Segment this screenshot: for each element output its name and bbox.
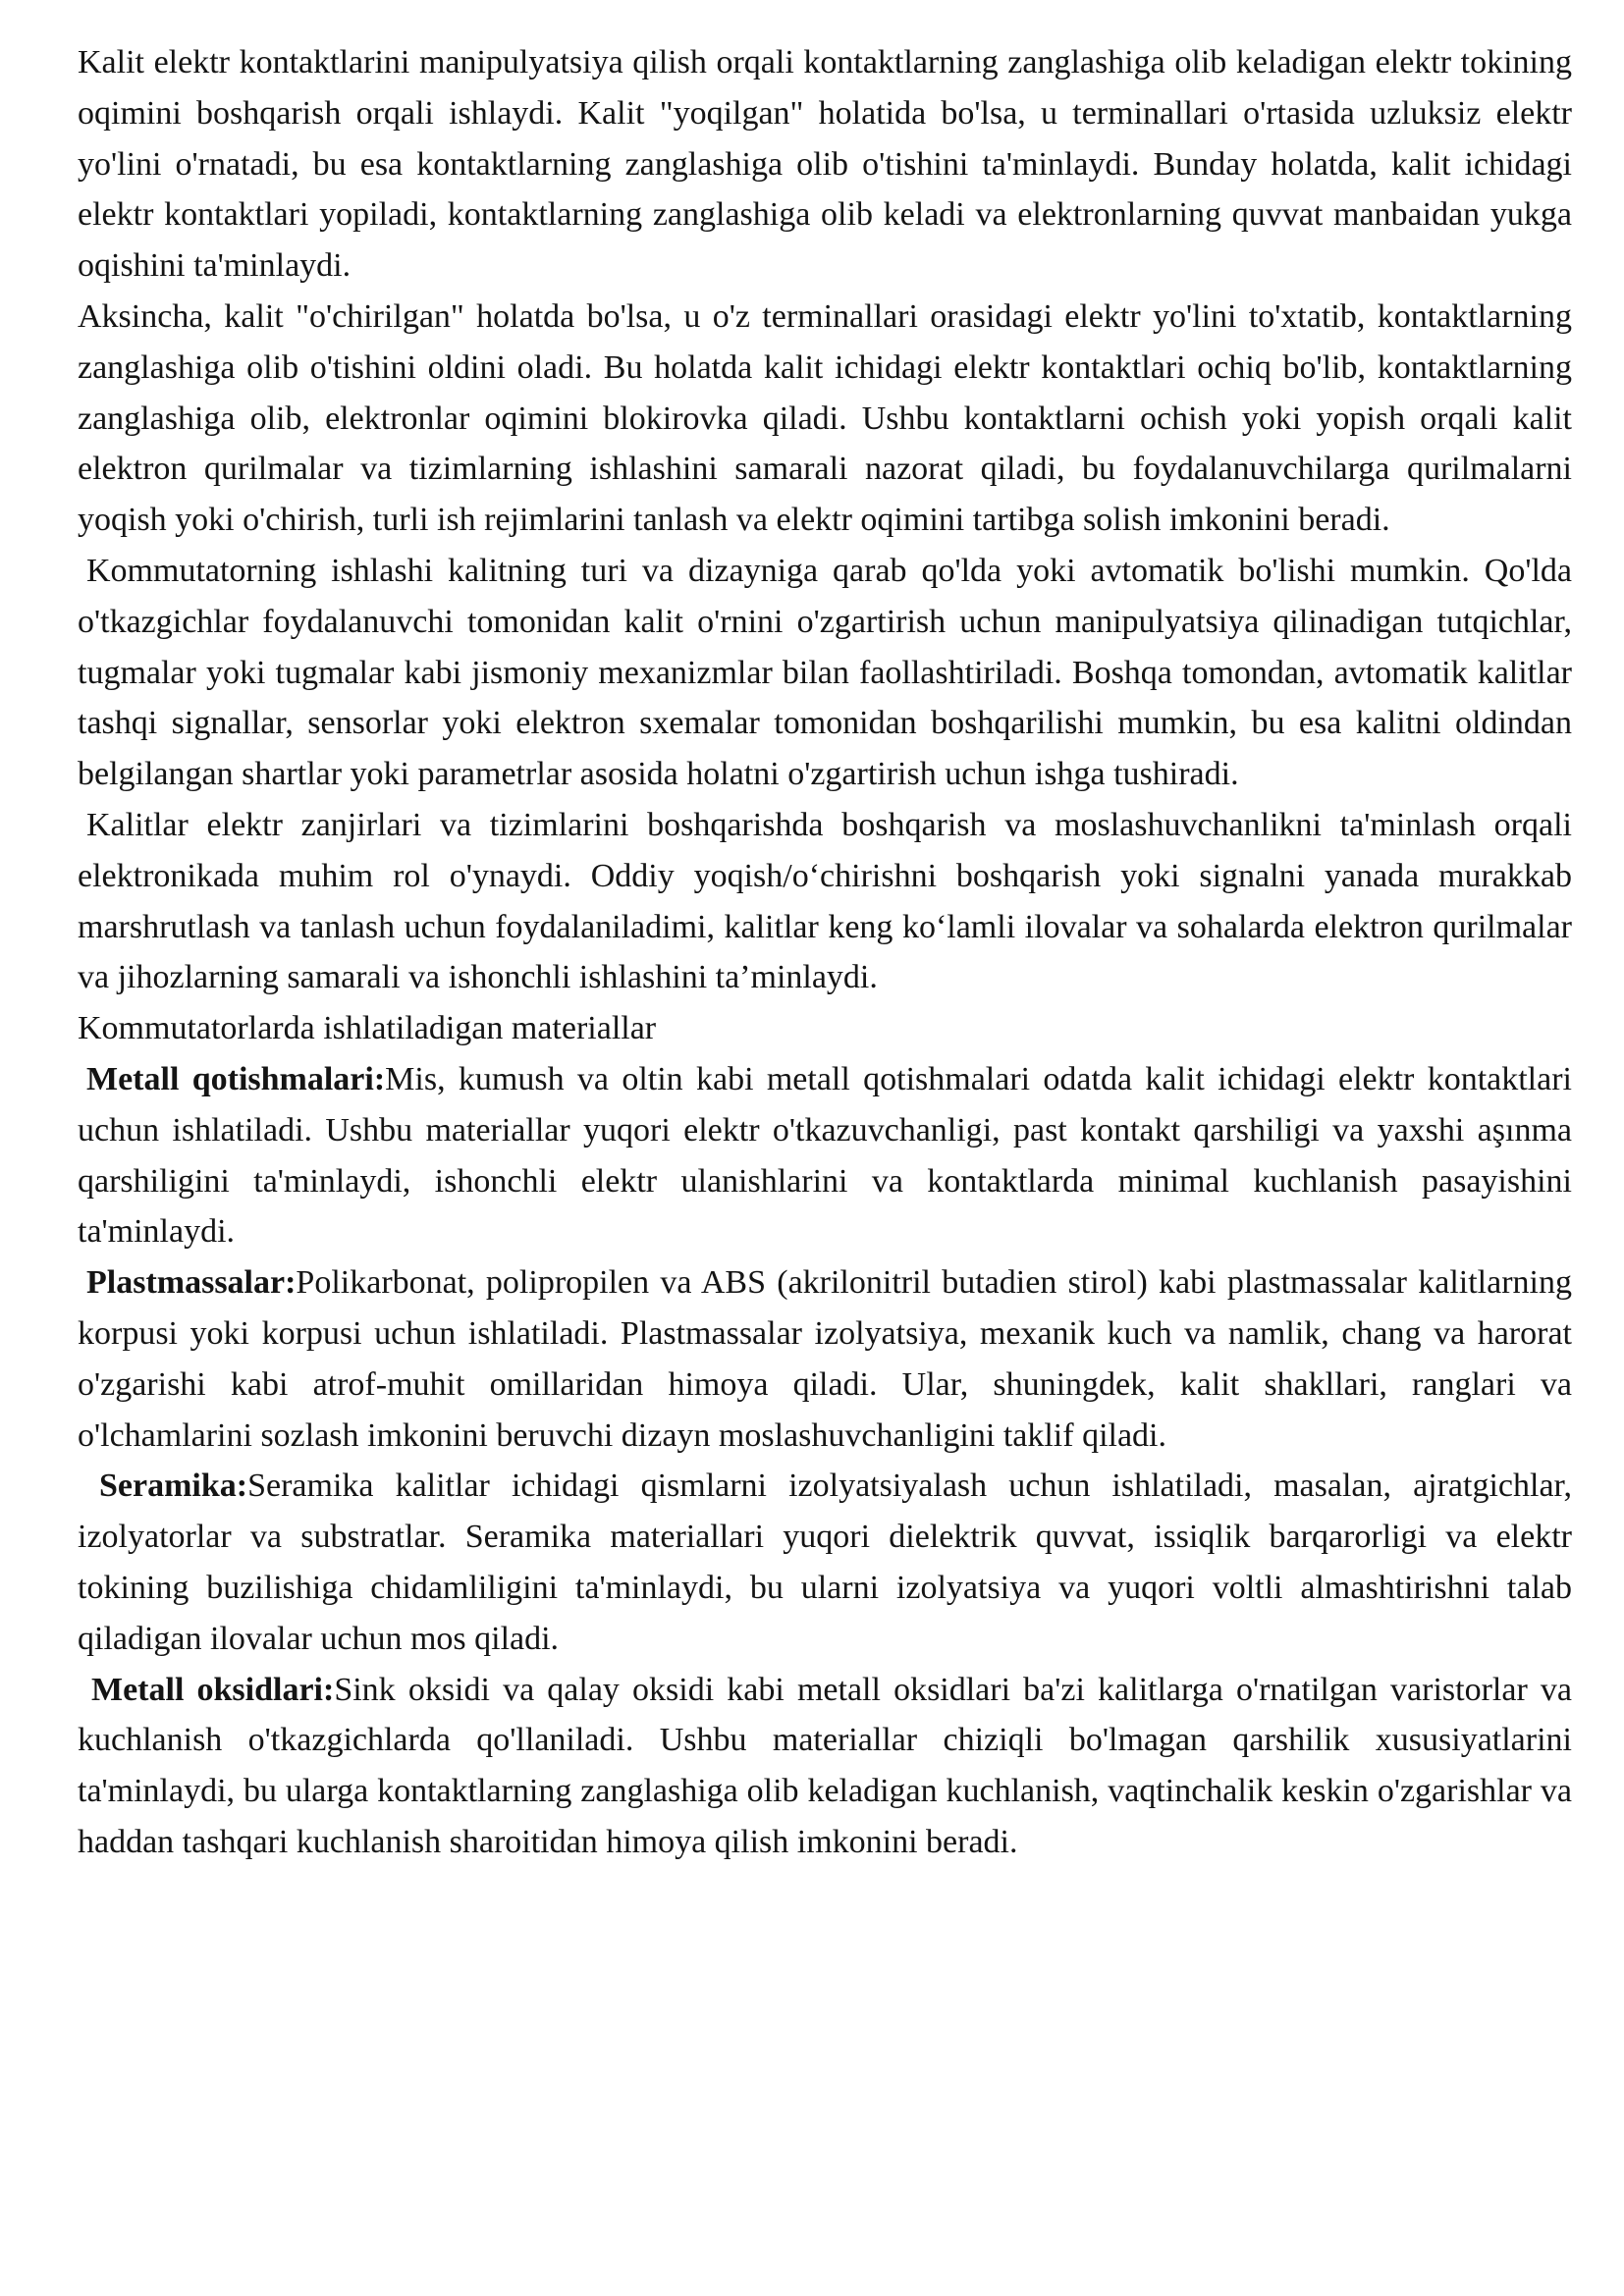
material-metal-alloys	[78, 1054, 1572, 1257]
paragraph-switch-role: Kalitlar elektr zanjirlari va tizimlarini boshqarishda boshqarish va moslashuvchanlikni ta'minlash orqali elektronikada muhim rol o'ynaydi. Oddiy yoqish/o‘chirishni boshqarish yoki signalni yanada murakkab marshrutlash va tanlash uchun foydalaniladimi, kalitlar keng ko‘lamli ilovalar va sohalarda elektron qurilmalar va jihozlarning samarali va ishonchli ishlashini ta’minlaydi.	[78, 806, 1572, 996]
document-page	[78, 37, 1572, 1868]
material-description: Polikarbonat, polipropilen va ABS (akrilonitril butadien stirol) kabi plastmassalar kalitlarning korpusi yoki korpusi uchun ishlatiladi. Plastmassalar izolyatsiya, mexanik kuch va namlik, chang va harorat o'zgarishi kabi atrof-muhit omillaridan himoya qiladi. Ular, shuningdek, kalit shakllari, ranglari va o'lchamlarini sozlash imkonini beruvchi dizayn moslashuvchanligini taklif qiladi.	[78, 1264, 1572, 1454]
material-term: Plastmassalar:	[86, 1264, 297, 1302]
paragraph-switch-off-state: Aksincha, kalit "o'chirilgan" holatda bo'lsa, u o'z terminallari orasidagi elektr yo'lini to'xtatib, kontaktlarning zanglashiga olib o'tishini oldini oladi. Bu holatda kalit ichidagi elektr kontaktlari ochiq bo'lib, kontaktlarning zanglashiga olib, elektronlar oqimini blokirovka qiladi. Ushbu kontaktlarni ochish yoki yopish orqali kalit elektron qurilmalar va tizimlarning ishlashini samarali nazorat qiladi, bu foydalanuvchilarga qurilmalarni yoqish yoki o'chirish, turli ish rejimlarini tanlash va elektr oqimini tartibga solish imkonini beradi.	[78, 297, 1572, 539]
section-heading-materials: Kommutatorlarda ishlatiladigan materiallar	[78, 1010, 657, 1047]
material-description: Seramika kalitlar ichidagi qismlarni izolyatsiyalash uchun ishlatiladi, masalan, ajratgichlar, izolyatorlar va substratlar. Seramika materiallari yuqori dielektrik quvvat, issiqlik barqarorligi va elektr tokining buzilishiga chidamliligini ta'minlaydi, bu ularni izolyatsiya va yuqori voltli almashtirishni talab qiladigan ilovalar uchun mos qiladi.	[78, 1468, 1572, 1657]
material-plastics	[78, 1257, 1572, 1461]
material-description: Sink oksidi va qalay oksidi kabi metall oksidlari ba'zi kalitlarga o'rnatilgan varistorlar va kuchlanish o'tkazgichlarda qo'llaniladi. Ushbu materiallar chiziqli bo'lmagan qarshilik xususiyatlarini ta'minlaydi, bu ularga kontaktlarning zanglashiga olib keladigan kuchlanish, vaqtinchalik keskin o'zgarishlar va haddan tashqari kuchlanish sharoitidan himoya qilish imkonini beradi.	[78, 1671, 1572, 1860]
paragraph-manual-automatic: Kommutatorning ishlashi kalitning turi va dizayniga qarab qo'lda yoki avtomatik bo'lishi mumkin. Qo'lda o'tkazgichlar foydalanuvchi tomonidan kalit o'rnini o'zgartirish uchun manipulyatsiya qilinadigan tutqichlar, tugmalar yoki tugmalar kabi jismoniy mexanizmlar bilan faollashtiriladi. Boshqa tomondan, avtomatik kalitlar tashqi signallar, sensorlar yoki elektron sxemalar tomonidan boshqarilishi mumkin, bu esa kalitni oldindan belgilangan shartlar yoki parametrlar asosida holatni o'zgartirish uchun ishga tushiradi.	[78, 552, 1572, 793]
material-term: Seramika:	[99, 1468, 248, 1505]
material-term: Metall qotishmalari:	[86, 1060, 386, 1097]
material-metal-oxides	[78, 1665, 1572, 1868]
material-description: Mis, kumush va oltin kabi metall qotishmalari odatda kalit ichidagi elektr kontaktlari uchun ishlatiladi. Ushbu materiallar yuqori elektr o'tkazuvchanligi, past kontakt qarshiligi va yaxshi aşınma qarshiligini ta'minlaydi, ishonchli elektr ulanishlarini va kontaktlarda minimal kuchlanish pasayishini ta'minlaydi.	[78, 1060, 1572, 1251]
material-ceramics	[78, 1461, 1572, 1664]
paragraph-switch-operation: Kalit elektr kontaktlarini manipulyatsiya qilish orqali kontaktlarning zanglashiga olib keladigan elektr tokining oqimini boshqarish orqali ishlaydi. Kalit "yoqilgan" holatida bo'lsa, u terminallari o'rtasida uzluksiz elektr yo'lini o'rnatadi, bu esa kontaktlarning zanglashiga olib o'tishini ta'minlaydi. Bunday holatda, kalit ichidagi elektr kontaktlari yopiladi, kontaktlarning zanglashiga olib keladi va elektronlarning quvvat manbaidan yukga oqishini ta'minlaydi.	[78, 44, 1572, 285]
material-term: Metall oksidlari:	[91, 1671, 335, 1708]
